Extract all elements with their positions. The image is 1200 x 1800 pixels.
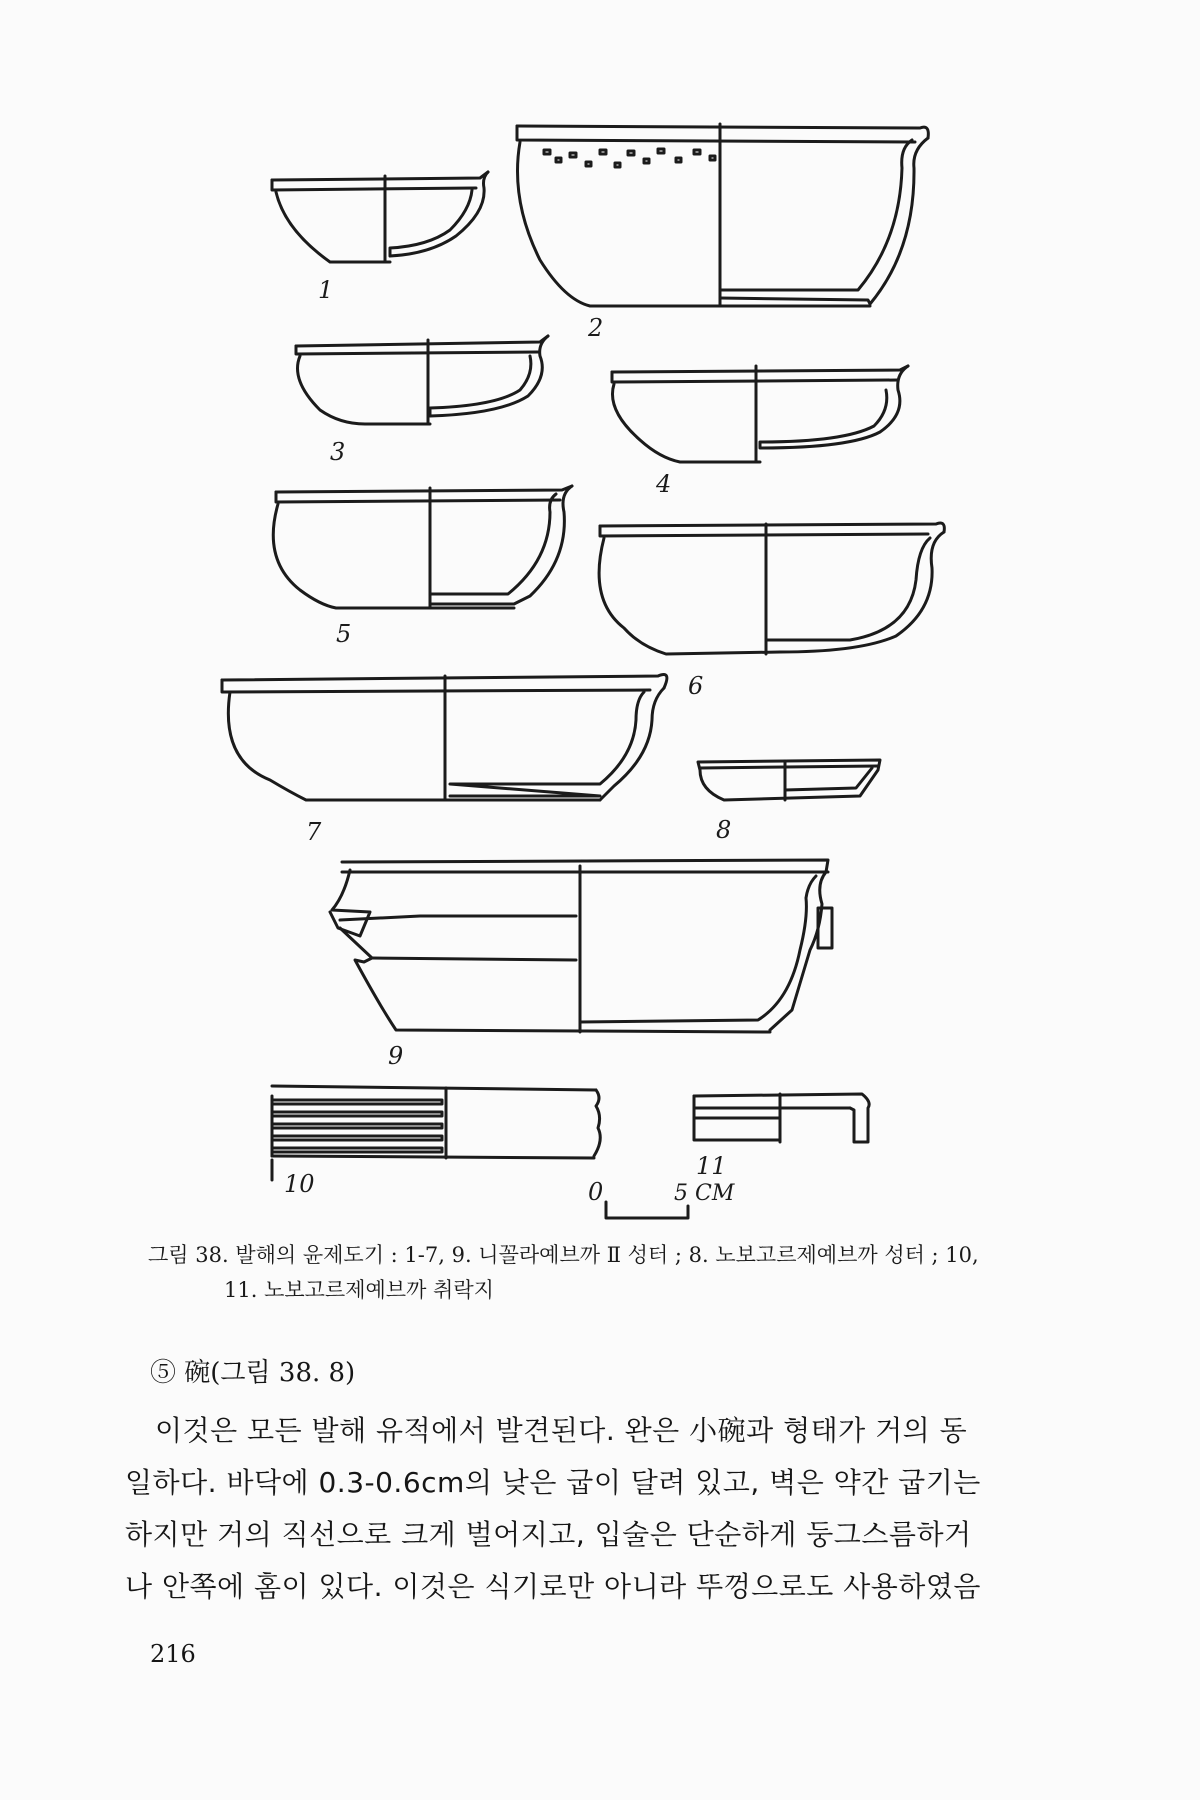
vessel-2-drawing (517, 124, 928, 306)
body-line: 일하다. 바닥에 0.3-0.6cm의 낮은 굽이 달려 있고, 벽은 약간 굽기는 (125, 1466, 981, 1499)
vessel-7-drawing (222, 675, 667, 801)
figure-caption (148, 1238, 1078, 1308)
scale-label-five-cm: 5 CM (674, 1181, 735, 1206)
section-heading: ⑤ 碗(그림 38. 8) (150, 1358, 356, 1388)
body-line: 나 안쪽에 홈이 있다. 이것은 식기로만 아니라 뚜껑으로도 사용하였음 (125, 1570, 981, 1603)
scale-label-zero: 0 (588, 1178, 604, 1206)
vessel-label-6: 6 (688, 672, 704, 700)
vessel-label-4: 4 (656, 470, 672, 498)
vessel-label-11: 11 (696, 1152, 727, 1180)
page-number: 216 (150, 1640, 196, 1668)
vessel-label-7: 7 (306, 818, 322, 846)
vessel-label-8: 8 (716, 816, 732, 844)
vessel-label-10: 10 (284, 1170, 315, 1198)
vessel-6-drawing (599, 523, 944, 654)
body-line: 이것은 모든 발해 유적에서 발견된다. 완은 小碗과 형태가 거의 동 (155, 1414, 968, 1447)
vessel-label-2: 2 (588, 314, 604, 342)
vessel-4-drawing (612, 366, 908, 462)
vessel-9-drawing (330, 860, 832, 1032)
caption-line-2: 11. 노보고르제예브까 취락지 (224, 1278, 494, 1302)
vessel-11-drawing (694, 1094, 869, 1142)
vessel-5-drawing (273, 486, 572, 608)
vessel-10-drawing (272, 1086, 600, 1180)
vessel-label-5: 5 (336, 620, 352, 648)
vessel-label-3: 3 (330, 438, 346, 466)
vessel-8-drawing (698, 760, 880, 800)
caption-line-1: 그림 38. 발해의 윤제도기 : 1-7, 9. 니꼴라예브까 Ⅱ 성터 ; 8. 노보고르제예브까 성터 ; 10, (148, 1243, 979, 1267)
vessel-1-drawing (272, 172, 488, 262)
vessel-3-drawing (296, 336, 548, 424)
vessel-label-9: 9 (388, 1042, 404, 1070)
vessel-label-1: 1 (318, 276, 334, 304)
body-line: 하지만 거의 직선으로 크게 벌어지고, 입술은 단순하게 둥그스름하거 (125, 1518, 972, 1551)
body-paragraph (125, 1405, 1075, 1613)
